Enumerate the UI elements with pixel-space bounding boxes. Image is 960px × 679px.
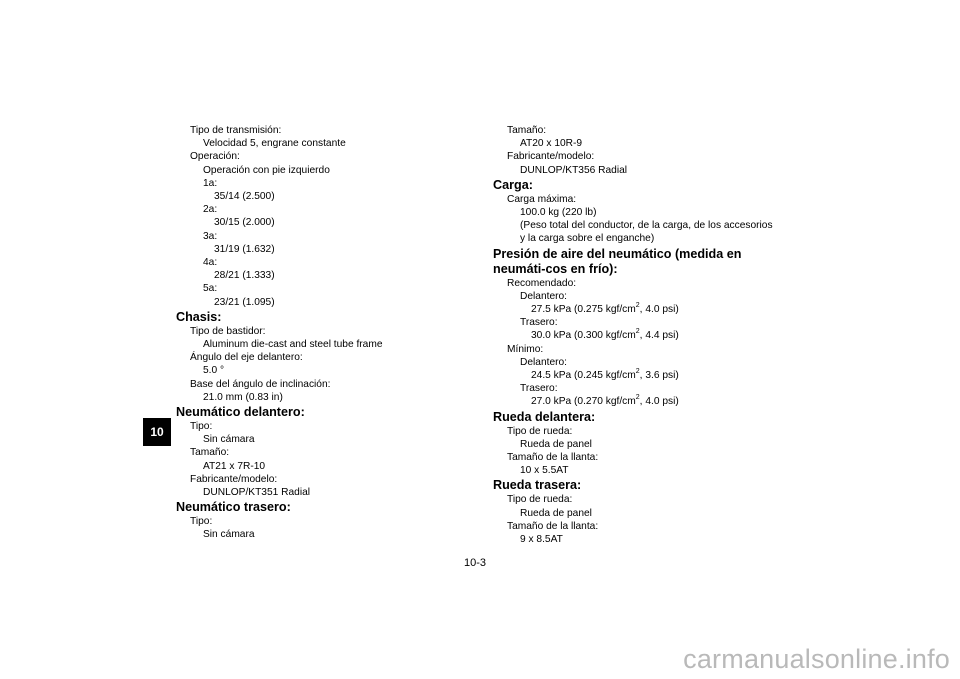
spec-value: 9 x 8.5AT — [520, 534, 563, 546]
gear-label: 4a: — [203, 257, 218, 269]
pressure-value: 27.5 kPa (0.275 kgf/$cm^2$, 4.0 psi) — [531, 301, 679, 316]
spec-note: (Peso total del conductor, de la carga, de los accesorios — [520, 220, 773, 232]
spec-label: Mínimo: — [507, 343, 544, 355]
section-heading-rear-tire: Neumático trasero: — [176, 500, 291, 515]
spec-label: Tipo de transmisión: — [190, 125, 282, 136]
gear-label: 2a: — [203, 204, 218, 216]
spec-label: Tipo de rueda: — [507, 494, 573, 506]
gear-ratio: 30/15 (2.000) — [214, 217, 275, 229]
gear-label: 1a: — [203, 177, 218, 189]
spec-sublabel: Trasero: — [520, 317, 558, 329]
spec-label: Tamaño de la llanta: — [507, 452, 599, 464]
spec-label: Tamaño: — [190, 447, 230, 459]
spec-value: 21.0 mm (0.83 in) — [203, 391, 283, 403]
pressure-value: 24.5 kPa (0.245 kgf/$cm^2$, 3.6 psi) — [531, 367, 679, 382]
section-heading-rear-wheel: Rueda trasera: — [493, 478, 582, 493]
spec-value: Aluminum die-cast and steel tube frame — [203, 339, 383, 351]
spec-value: 5.0 ° — [203, 365, 225, 377]
spec-label: Base del ángulo de inclinación: — [190, 378, 331, 390]
spec-label: Tipo de rueda: — [507, 425, 573, 437]
page-number: 10-3 — [464, 557, 487, 569]
spec-label: Tipo de bastidor: — [190, 325, 266, 337]
spec-value: Operación con pie izquierdo — [203, 164, 330, 176]
spec-label: Tamaño de la llanta: — [507, 520, 599, 532]
gear-ratio: 28/21 (1.333) — [214, 270, 275, 282]
section-heading-carga: Carga: — [493, 177, 533, 192]
spec-value: DUNLOP/KT356 Radial — [520, 164, 628, 176]
spec-value: AT21 x 7R-10 — [203, 460, 266, 472]
spec-value: AT20 x 10R-9 — [520, 138, 583, 150]
spec-sublabel: Trasero: — [520, 383, 558, 395]
gear-ratio: 31/19 (1.632) — [214, 243, 275, 255]
spec-label: Carga máxima: — [507, 193, 577, 205]
spec-label: Fabricante/modelo: — [507, 151, 595, 163]
gear-ratio: 35/14 (2.500) — [214, 191, 275, 203]
gear-ratio: 23/21 (1.095) — [214, 296, 275, 308]
spec-value: Rueda de panel — [520, 507, 592, 519]
pressure-value: 30.0 kPa (0.300 kgf/$cm^2$, 4.4 psi) — [531, 328, 679, 342]
gear-label: 3a: — [203, 230, 218, 242]
spec-value: 100.0 kg (220 lb) — [520, 207, 597, 219]
spec-label: Tipo: — [190, 421, 213, 433]
spec-note: y la carga sobre el enganche) — [520, 233, 655, 245]
spec-label: Ángulo del eje delantero: — [190, 352, 303, 364]
spec-label: Operación: — [190, 151, 240, 163]
gear-label: 5a: — [203, 283, 218, 295]
spec-label: Fabricante/modelo: — [190, 473, 278, 485]
spec-sublabel: Delantero: — [520, 356, 568, 368]
spec-value: Rueda de panel — [520, 438, 592, 450]
section-heading-chasis: Chasis: — [176, 309, 222, 324]
spec-value: Sin cámara — [203, 434, 255, 446]
chapter-tab: 10 — [143, 418, 171, 446]
spec-sublabel: Delantero: — [520, 290, 568, 302]
section-heading-front-wheel: Rueda delantera: — [493, 409, 596, 424]
spec-value: 10 x 5.5AT — [520, 465, 569, 477]
spec-value: Sin cámara — [203, 529, 255, 541]
pressure-value: 27.0 kPa (0.270 kgf/$cm^2$, 4.0 psi) — [531, 394, 679, 408]
spec-value: Velocidad 5, engrane constante — [203, 138, 346, 150]
watermark: carmanualsonline.info — [683, 644, 950, 674]
spec-label: Tipo: — [190, 516, 213, 528]
section-heading-front-tire: Neumático delantero: — [176, 405, 305, 420]
right-column — [493, 124, 793, 546]
left-column — [176, 124, 476, 542]
spec-label: Recomendado: — [507, 277, 577, 289]
spec-value: DUNLOP/KT351 Radial — [203, 487, 311, 499]
spec-label: Tamaño: — [507, 125, 547, 136]
section-heading-tire-pressure: Presión de aire del neumático (medida en neumáti-cos en frío): — [493, 246, 742, 276]
